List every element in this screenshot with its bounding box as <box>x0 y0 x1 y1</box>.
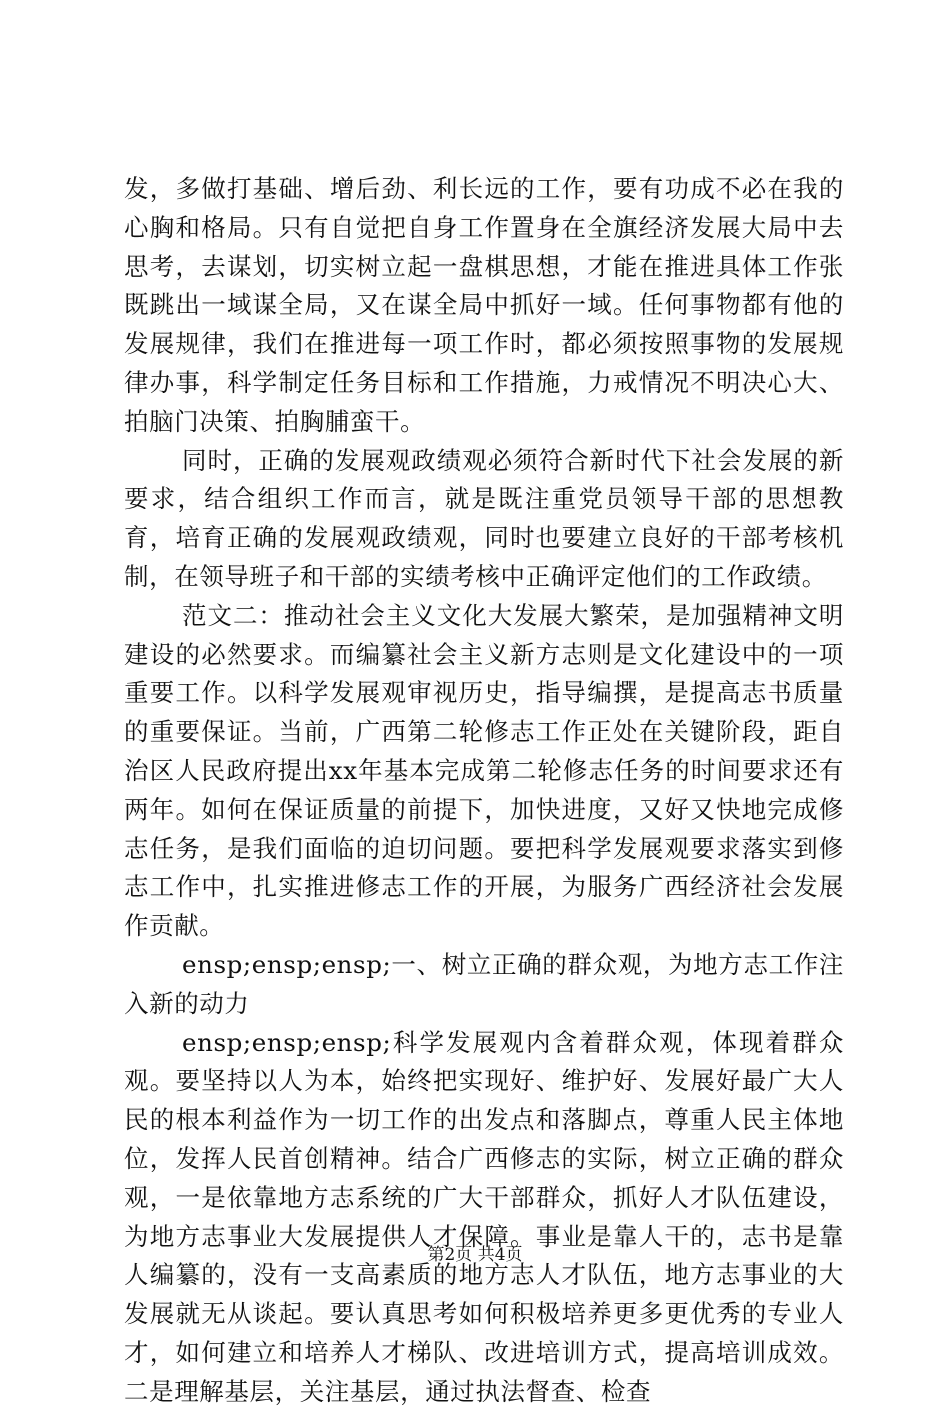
paragraph-mass-view: ensp;ensp;ensp;科学发展观内含着群众观，体现着群众观。要坚持以人为本，始终把实现好、维护好、发展好最广大人民的根本利益作为一切工作的出发点和落脚点，尊重人民主体地位，发挥人民首创精神。结合广西修志的实际，树立正确的群众观，一是依靠地方志系统的广大干部群众，抓好人才队伍建设，为地方志事业大发展提供人才保障。事业是靠人干的，志书是靠人编纂的，没有一支高素质的地方志人才队伍，地方志事业的大发展就无从谈起。要认真思考如何积极培养更多更优秀的专业人才，如何建立和培养人才梯队、改进培训方式，提高培训成效。二是理解基层，关注基层，通过执法督查、检查 <box>124 1027 844 1406</box>
document-body <box>124 170 844 1412</box>
paragraph-sample-two: 范文二：推动社会主义文化大发展大繁荣，是加强精神文明建设的必然要求。而编纂社会主义新方志则是文化建设中的一项重要工作。以科学发展观审视历史，指导编撰，是提高志书质量的重要保证。当前，广西第二轮修志工作正处在关键阶段，距自治区人民政府提出xx年基本完成第二轮修志任务的时间要求还有两年。如何在保证质量的前提下，加快进度，又好又快地完成修志任务，是我们面临的迫切问题。要把科学发展观要求落实到修志工作中，扎实推进修志工作的开展，为服务广西经济社会发展作贡献。 <box>124 600 844 941</box>
page-number-footer: 第2页 共4页 <box>427 1245 523 1265</box>
paragraph-performance-evaluation: 同时，正确的发展观政绩观必须符合新时代下社会发展的新要求，结合组织工作而言，就是既注重党员领导干部的思想教育，培育正确的发展观政绩观，同时也要建立良好的干部考核机制，在领导班子和干部的实绩考核中正确评定他们的工作政绩。 <box>124 445 844 591</box>
paragraph-continuation: 发，多做打基础、增后劲、利长远的工作，要有功成不必在我的心胸和格局。只有自觉把自身工作置身在全旗经济发展大局中去思考，去谋划，切实树立起一盘棋思想，才能在推进具体工作张既跳出一域谋全局，又在谋全局中抓好一域。任何事物都有他的发展规律，我们在推进每一项工作时，都必须按照事物的发展规律办事，科学制定任务目标和工作措施，力戒情况不明决心大、拍脑门决策、拍胸脯蛮干。 <box>124 174 844 436</box>
section-heading-mass-view: ensp;ensp;ensp;一、树立正确的群众观，为地方志工作注入新的动力 <box>124 949 844 1018</box>
